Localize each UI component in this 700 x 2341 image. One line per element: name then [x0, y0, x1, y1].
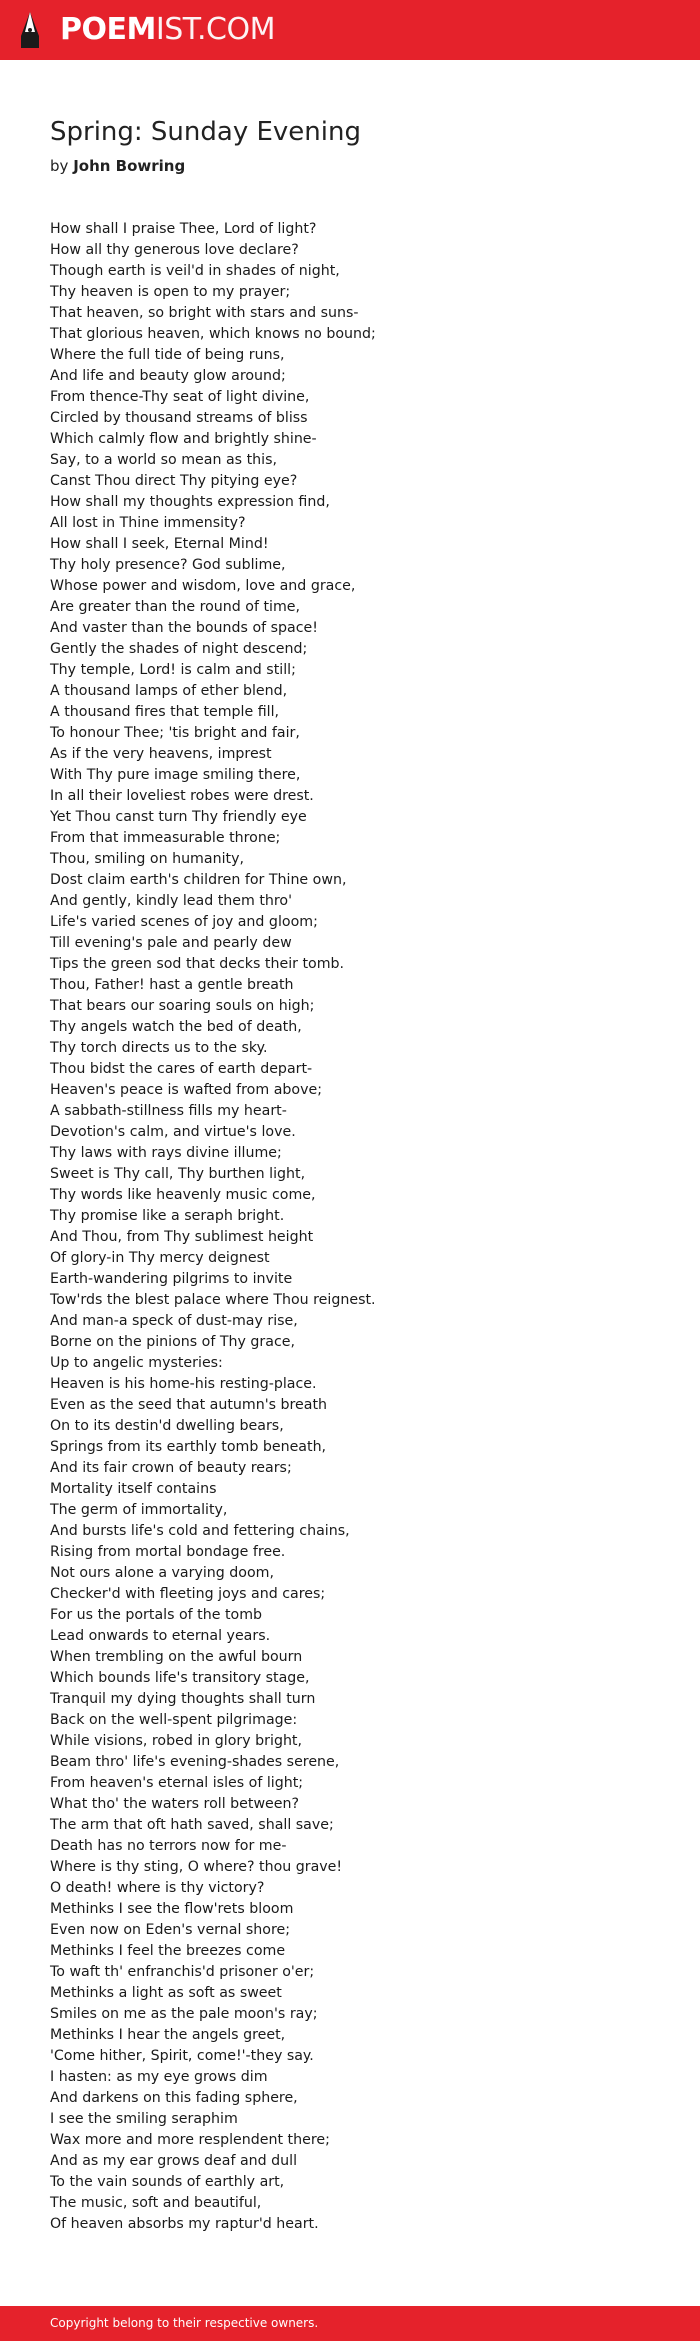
- poem-line: Thou, smiling on humanity,: [50, 851, 244, 867]
- poem-line: Dost claim earth's children for Thine own,: [50, 872, 347, 888]
- poem-line: Thy promise like a seraph bright.: [50, 1208, 285, 1224]
- poem-line: A thousand lamps of ether blend,: [50, 683, 288, 699]
- poem-line: And life and beauty glow around;: [50, 368, 286, 384]
- poem-line: Not ours alone a varying doom,: [50, 1565, 274, 1581]
- poem-line: As if the very heavens, imprest: [50, 746, 272, 762]
- poem-line: Rising from mortal bondage free.: [50, 1544, 286, 1560]
- poem-line: The music, soft and beautiful,: [50, 2195, 262, 2211]
- poem-line: Whose power and wisdom, love and grace,: [50, 578, 356, 594]
- poem-title: Spring: Sunday Evening: [50, 117, 361, 147]
- poem-line: Thy words like heavenly music come,: [50, 1187, 316, 1203]
- poem-line: Yet Thou canst turn Thy friendly eye: [50, 809, 307, 825]
- poem-line: 'Come hither, Spirit, come!'-they say.: [50, 2048, 314, 2064]
- poem-line: Thou, Father! hast a gentle breath: [50, 977, 294, 993]
- author-name: John Bowring: [73, 157, 186, 175]
- by-label: by: [50, 157, 69, 175]
- poem-line: Death has no terrors now for me-: [50, 1838, 287, 1854]
- poem-line: To honour Thee; 'tis bright and fair,: [50, 725, 300, 741]
- poem-line: How shall I seek, Eternal Mind!: [50, 536, 269, 552]
- poem-line: Mortality itself contains: [50, 1481, 217, 1497]
- poem-line: A sabbath-stillness fills my heart-: [50, 1103, 287, 1119]
- poem-line: Though earth is veil'd in shades of night,: [50, 263, 340, 279]
- poem-line: Borne on the pinions of Thy grace,: [50, 1334, 295, 1350]
- poem-line: And man-a speck of dust-may rise,: [50, 1313, 298, 1329]
- poem-line: On to its destin'd dwelling bears,: [50, 1418, 284, 1434]
- poem-line: What tho' the waters roll between?: [50, 1796, 300, 1812]
- poem-line: Wax more and more resplendent there;: [50, 2132, 330, 2148]
- poem-line: To the vain sounds of earthly art,: [50, 2174, 285, 2190]
- poem-line: While visions, robed in glory bright,: [50, 1733, 303, 1749]
- poem-line: Of glory-in Thy mercy deignest: [50, 1250, 270, 1266]
- poem-line: From thence-Thy seat of light divine,: [50, 389, 310, 405]
- poem-line: All lost in Thine immensity?: [50, 515, 246, 531]
- poem-body: [50, 219, 670, 2235]
- poem-line: Heaven's peace is wafted from above;: [50, 1082, 322, 1098]
- poem-line: Life's varied scenes of joy and gloom;: [50, 914, 318, 930]
- poem-line: Where is thy sting, O where? thou grave!: [50, 1859, 343, 1875]
- pen-nib-icon: [18, 10, 42, 50]
- poem-line: That bears our soaring souls on high;: [50, 998, 315, 1014]
- poem-line: Tow'rds the blest palace where Thou reignest.: [50, 1292, 376, 1308]
- logo-text-light: IST.COM: [155, 12, 275, 47]
- poem-line: And gently, kindly lead them thro': [50, 893, 293, 909]
- poem-heading: [50, 112, 660, 178]
- copyright-text: Copyright belong to their respective owners.: [50, 2316, 319, 2330]
- poem-line: In all their loveliest robes were drest.: [50, 788, 314, 804]
- poem-line: Till evening's pale and pearly dew: [50, 935, 292, 951]
- poem-line: Of heaven absorbs my raptur'd heart.: [50, 2216, 319, 2232]
- poem-line: Thy torch directs us to the sky.: [50, 1040, 268, 1056]
- poem-line: From heaven's eternal isles of light;: [50, 1775, 304, 1791]
- poem-line: Springs from its earthly tomb beneath,: [50, 1439, 327, 1455]
- poem-line: Even as the seed that autumn's breath: [50, 1397, 328, 1413]
- poem-line: Even now on Eden's vernal shore;: [50, 1922, 290, 1938]
- poem-line: Earth-wandering pilgrims to invite: [50, 1271, 293, 1287]
- poem-line: And Thou, from Thy sublimest height: [50, 1229, 314, 1245]
- poem-line: When trembling on the awful bourn: [50, 1649, 303, 1665]
- poem-line: Where the full tide of being runs,: [50, 347, 285, 363]
- poem-line: How shall I praise Thee, Lord of light?: [50, 221, 317, 237]
- site-header: [0, 0, 700, 60]
- poem-line: How shall my thoughts expression find,: [50, 494, 330, 510]
- poem-line: Canst Thou direct Thy pitying eye?: [50, 473, 298, 489]
- poem-line: Tips the green sod that decks their tomb.: [50, 956, 345, 972]
- poem-line: From that immeasurable throne;: [50, 830, 281, 846]
- poem-line: Methinks I feel the breezes come: [50, 1943, 286, 1959]
- poem-line: Thy angels watch the bed of death,: [50, 1019, 302, 1035]
- poem-line: Circled by thousand streams of bliss: [50, 410, 308, 426]
- poem-line: Which calmly flow and brightly shine-: [50, 431, 317, 447]
- poem-line: And bursts life's cold and fettering chains,: [50, 1523, 350, 1539]
- poem-line: Smiles on me as the pale moon's ray;: [50, 2006, 318, 2022]
- site-logo[interactable]: [18, 10, 275, 50]
- poem-line: Lead onwards to eternal years.: [50, 1628, 271, 1644]
- poem-line: How all thy generous love declare?: [50, 242, 299, 258]
- poem-line: A thousand fires that temple fill,: [50, 704, 280, 720]
- site-footer: [0, 2306, 700, 2341]
- poem-line: That heaven, so bright with stars and suns-: [50, 305, 359, 321]
- poem-line: Thy heaven is open to my prayer;: [50, 284, 291, 300]
- poem-line: Are greater than the round of time,: [50, 599, 301, 615]
- poem-line: I see the smiling seraphim: [50, 2111, 238, 2127]
- poem-line: Tranquil my dying thoughts shall turn: [50, 1691, 316, 1707]
- poem-line: Beam thro' life's evening-shades serene,: [50, 1754, 340, 1770]
- poem-line: The germ of immortality,: [50, 1502, 228, 1518]
- poem-line: Thou bidst the cares of earth depart-: [50, 1061, 313, 1077]
- poem-line: For us the portals of the tomb: [50, 1607, 263, 1623]
- logo-text: [60, 10, 275, 50]
- poem-line: That glorious heaven, which knows no bound;: [50, 326, 376, 342]
- poem-line: Sweet is Thy call, Thy burthen light,: [50, 1166, 306, 1182]
- poem-line: Devotion's calm, and virtue's love.: [50, 1124, 296, 1140]
- logo-text-bold: POEM: [60, 12, 156, 47]
- poem-line: The arm that oft hath saved, shall save;: [50, 1817, 334, 1833]
- poem-line: Thy temple, Lord! is calm and still;: [50, 662, 296, 678]
- poem-line: Thy laws with rays divine illume;: [50, 1145, 282, 1161]
- poem-line: Thy holy presence? God sublime,: [50, 557, 286, 573]
- poem-line: Up to angelic mysteries:: [50, 1355, 223, 1371]
- poem-line: Methinks a light as soft as sweet: [50, 1985, 282, 2001]
- poem-line: I hasten: as my eye grows dim: [50, 2069, 268, 2085]
- poem-line: Methinks I hear the angels greet,: [50, 2027, 286, 2043]
- poem-line: And vaster than the bounds of space!: [50, 620, 318, 636]
- poem-line: Which bounds life's transitory stage,: [50, 1670, 310, 1686]
- byline: [50, 154, 660, 178]
- poem-line: With Thy pure image smiling there,: [50, 767, 301, 783]
- poem-line: To waft th' enfranchis'd prisoner o'er;: [50, 1964, 315, 1980]
- poem-line: And its fair crown of beauty rears;: [50, 1460, 292, 1476]
- poem-line: Say, to a world so mean as this,: [50, 452, 277, 468]
- poem-line: Methinks I see the flow'rets bloom: [50, 1901, 294, 1917]
- poem-line: Heaven is his home-his resting-place.: [50, 1376, 317, 1392]
- poem-line: O death! where is thy victory?: [50, 1880, 265, 1896]
- poem-line: Checker'd with fleeting joys and cares;: [50, 1586, 326, 1602]
- poem-line: And darkens on this fading sphere,: [50, 2090, 298, 2106]
- poem-line: And as my ear grows deaf and dull: [50, 2153, 298, 2169]
- poem-line: Gently the shades of night descend;: [50, 641, 308, 657]
- poem-line: Back on the well-spent pilgrimage:: [50, 1712, 298, 1728]
